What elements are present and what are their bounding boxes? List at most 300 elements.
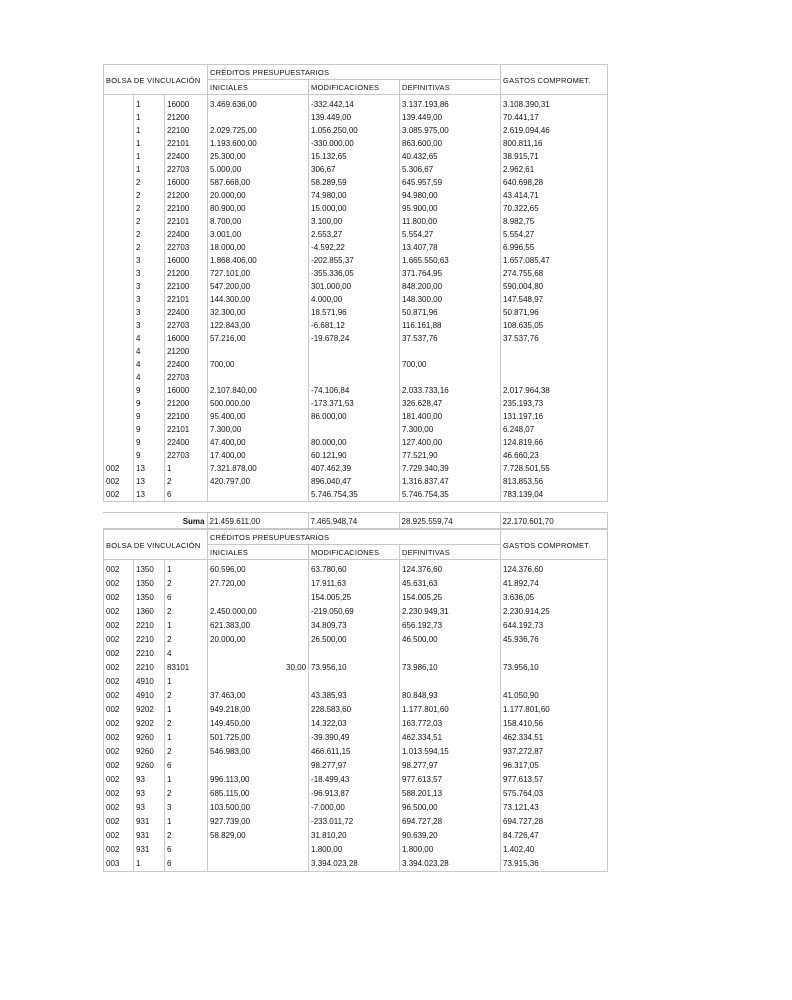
bolsa-subconcept: 22400 [165,436,208,449]
definitivas-cell: 80.848,93 [400,689,501,703]
bolsa-group: 1 [134,163,165,176]
definitivas-cell: 163.772,03 [400,717,501,731]
bolsa-subconcept: 16000 [165,176,208,189]
iniciales-cell: 685.115,00 [208,787,309,801]
definitivas-cell: 73.986,10 [400,661,501,675]
modificaciones-cell: 18.571,96 [309,306,400,319]
definitivas-cell: 45.631,63 [400,577,501,591]
bolsa-group: 3 [134,293,165,306]
iniciales-cell: 8.700,00 [208,215,309,228]
bolsa-code [104,215,134,228]
table-row [104,801,608,815]
gastos-cell: 70.441,17 [501,111,608,124]
bolsa-subconcept: 22101 [165,137,208,150]
definitivas-cell: 154.005,25 [400,591,501,605]
gastos-cell: 1.177.801,60 [501,703,608,717]
gastos-cell [501,371,608,384]
iniciales-cell: 2.107.840,00 [208,384,309,397]
definitivas-cell: 77.521,90 [400,449,501,462]
modificaciones-cell: 407.462,39 [309,462,400,475]
bolsa-subconcept: 1 [165,675,208,689]
bolsa-code [104,423,134,436]
definitivas-cell [400,371,501,384]
table-row [104,787,608,801]
definitivas-cell: 977.613,57 [400,773,501,787]
definitivas-cell: 3.137.193,86 [400,98,501,111]
table-row [104,163,608,176]
bolsa-group: 93 [134,773,165,787]
bolsa-group: 3 [134,254,165,267]
definitivas-header: DEFINITIVAS [400,545,501,560]
gastos-cell: 1.657.085,47 [501,254,608,267]
gastos-cell: 8.982,75 [501,215,608,228]
modificaciones-cell: 228.583,60 [309,703,400,717]
modificaciones-cell: 5.746.754,35 [309,488,400,502]
bolsa-subconcept: 2 [165,633,208,647]
bolsa-group: 1 [134,98,165,111]
modificaciones-cell: 15.000,00 [309,202,400,215]
bolsa-subconcept: 6 [165,488,208,502]
bolsa-code [104,345,134,358]
gastos-cell [501,345,608,358]
bolsa-subconcept: 4 [165,647,208,661]
iniciales-cell: 587.668,00 [208,176,309,189]
bolsa-subconcept: 21200 [165,397,208,410]
bolsa-subconcept: 22100 [165,202,208,215]
modificaciones-cell: -74.106,84 [309,384,400,397]
modificaciones-cell: 34.809,73 [309,619,400,633]
bolsa-code [104,189,134,202]
bolsa-subconcept: 21200 [165,267,208,280]
bolsa-code: 002 [104,619,134,633]
bolsa-group: 9 [134,423,165,436]
bolsa-code: 002 [104,759,134,773]
bolsa-code: 002 [104,731,134,745]
bolsa-code: 002 [104,661,134,675]
iniciales-cell: 1.868.406,00 [208,254,309,267]
iniciales-cell: 700,00 [208,358,309,371]
iniciales-cell: 57.216,00 [208,332,309,345]
suma-modificaciones: 7.465.948,74 [308,513,399,529]
bolsa-group: 2210 [134,661,165,675]
creditos-header: CRÉDITOS PRESUPUESTARIOS [208,530,501,545]
modificaciones-cell: -355.336,05 [309,267,400,280]
modificaciones-cell: -6.681,12 [309,319,400,332]
iniciales-cell [208,857,309,872]
table-row [104,857,608,872]
gastos-cell: 124.819,66 [501,436,608,449]
bolsa-code [104,410,134,423]
bolsa-subconcept: 6 [165,857,208,872]
gastos-cell: 235.193,73 [501,397,608,410]
table-row [104,267,608,280]
bolsa-code [104,150,134,163]
bolsa-group: 4 [134,345,165,358]
bolsa-subconcept: 1 [165,563,208,577]
bolsa-code: 002 [104,829,134,843]
table-row [104,137,608,150]
iniciales-cell: 18.000,00 [208,241,309,254]
definitivas-cell: 94.980,00 [400,189,501,202]
bolsa-subconcept: 22400 [165,150,208,163]
definitivas-cell: 90.639,20 [400,829,501,843]
iniciales-cell [208,488,309,502]
table-row [104,436,608,449]
gastos-cell: 783.139,04 [501,488,608,502]
bolsa-subconcept: 22703 [165,241,208,254]
bolsa-group: 931 [134,843,165,857]
bolsa-subconcept: 2 [165,745,208,759]
bolsa-subconcept: 22703 [165,449,208,462]
modificaciones-cell: -19.678,24 [309,332,400,345]
modificaciones-cell [309,423,400,436]
bolsa-code [104,176,134,189]
table-row [104,488,608,502]
table-header-row [104,65,608,80]
bolsa-subconcept: 1 [165,462,208,475]
table-row [104,647,608,661]
bolsa-group: 9260 [134,759,165,773]
bolsa-code: 002 [104,462,134,475]
iniciales-cell: 27.720,00 [208,577,309,591]
bolsa-code [104,358,134,371]
modificaciones-cell: 26.500,00 [309,633,400,647]
gastos-cell: 84.726,47 [501,829,608,843]
definitivas-cell: 7.729.340,39 [400,462,501,475]
iniciales-cell: 3.469.636,00 [208,98,309,111]
bolsa-group: 2 [134,176,165,189]
bolsa-group: 2 [134,215,165,228]
bolsa-subconcept: 22101 [165,423,208,436]
iniciales-cell: 949.218,00 [208,703,309,717]
bolsa-group: 1 [134,137,165,150]
table-row [104,577,608,591]
bolsa-subconcept: 1 [165,703,208,717]
bolsa-code [104,332,134,345]
table-row [104,759,608,773]
iniciales-cell [208,111,309,124]
table-row [104,293,608,306]
bolsa-code: 002 [104,675,134,689]
bolsa-subconcept: 2 [165,829,208,843]
iniciales-cell: 58.829,00 [208,829,309,843]
bolsa-group: 9202 [134,717,165,731]
gastos-cell: 41.892,74 [501,577,608,591]
budget-table-1 [103,64,608,502]
definitivas-cell: 1.800,00 [400,843,501,857]
definitivas-cell: 13.407,78 [400,241,501,254]
bolsa-subconcept: 2 [165,605,208,619]
definitivas-cell: 148.300,00 [400,293,501,306]
gastos-cell: 640.698,28 [501,176,608,189]
bolsa-subconcept: 2 [165,689,208,703]
table-row [104,563,608,577]
iniciales-cell: 80.900,00 [208,202,309,215]
bolsa-subconcept: 6 [165,843,208,857]
gastos-cell: 977.613,57 [501,773,608,787]
table-row [104,358,608,371]
bolsa-code: 002 [104,773,134,787]
gastos-cell: 41.050,90 [501,689,608,703]
gastos-cell: 37.537,76 [501,332,608,345]
bolsa-code [104,202,134,215]
table-row [104,843,608,857]
table-row [104,410,608,423]
bolsa-group: 4 [134,358,165,371]
iniciales-cell: 7.300,00 [208,423,309,436]
modificaciones-cell: -332.442,14 [309,98,400,111]
definitivas-cell: 40.432,65 [400,150,501,163]
table-row [104,332,608,345]
table-row [104,449,608,462]
modificaciones-cell: 63.780,60 [309,563,400,577]
definitivas-cell: 326.628,47 [400,397,501,410]
gastos-cell [501,358,608,371]
modificaciones-cell: -96.913,87 [309,787,400,801]
iniciales-cell [208,371,309,384]
modificaciones-cell: 4.000,00 [309,293,400,306]
iniciales-cell: 727.101,00 [208,267,309,280]
bolsa-group: 2210 [134,647,165,661]
iniciales-header: INICIALES [208,80,309,95]
table-row [104,319,608,332]
gastos-cell: 1.402,40 [501,843,608,857]
gastos-cell: 43.414,71 [501,189,608,202]
bolsa-subconcept: 1 [165,773,208,787]
iniciales-cell: 95.400,00 [208,410,309,423]
table-row [104,384,608,397]
gastos-cell: 147.548,97 [501,293,608,306]
modificaciones-cell: 1.056.250,00 [309,124,400,137]
definitivas-cell: 588.201,13 [400,787,501,801]
table-row [104,397,608,410]
iniciales-cell [208,647,309,661]
bolsa-group: 9 [134,410,165,423]
table-row [104,280,608,293]
bolsa-group: 1 [134,150,165,163]
bolsa-group: 1360 [134,605,165,619]
definitivas-cell: 139.449,00 [400,111,501,124]
modificaciones-cell: -18.499,43 [309,773,400,787]
modificaciones-cell: 301.000,00 [309,280,400,293]
definitivas-cell: 11.800,00 [400,215,501,228]
suma-row [103,513,607,529]
bolsa-group: 1350 [134,577,165,591]
bolsa-group: 2 [134,241,165,254]
bolsa-code: 002 [104,488,134,502]
iniciales-cell: 547.200,00 [208,280,309,293]
definitivas-cell: 2.230.949,31 [400,605,501,619]
gastos-cell [501,647,608,661]
bolsa-group: 3 [134,306,165,319]
bolsa-code: 002 [104,605,134,619]
definitivas-cell: 863.600,00 [400,137,501,150]
bolsa-code [104,384,134,397]
gastos-cell: 70.322,65 [501,202,608,215]
bolsa-group: 2210 [134,619,165,633]
iniciales-cell: 30,00 [208,661,309,675]
bolsa-code [104,228,134,241]
bolsa-group: 4910 [134,675,165,689]
definitivas-cell: 96.500,00 [400,801,501,815]
bolsa-subconcept: 22101 [165,293,208,306]
bolsa-group: 1350 [134,563,165,577]
iniciales-cell: 3.001,00 [208,228,309,241]
modificaciones-cell [309,675,400,689]
definitivas-cell: 645.957,59 [400,176,501,189]
bolsa-subconcept: 83101 [165,661,208,675]
modificaciones-cell: 17.911,63 [309,577,400,591]
modificaciones-cell: 3.100,00 [309,215,400,228]
modificaciones-cell: 306,67 [309,163,400,176]
table-row [104,703,608,717]
bolsa-code: 002 [104,745,134,759]
definitivas-cell: 46.500,00 [400,633,501,647]
bolsa-code [104,293,134,306]
bolsa-subconcept: 2 [165,577,208,591]
bolsa-header: BOLSA DE VINCULACIÓN [104,65,208,95]
gastos-cell: 108.635,05 [501,319,608,332]
iniciales-cell: 47.400,00 [208,436,309,449]
definitivas-cell: 124.376,60 [400,563,501,577]
modificaciones-cell: 74.980,00 [309,189,400,202]
gastos-cell: 590.004,80 [501,280,608,293]
bolsa-group: 93 [134,801,165,815]
table-row [104,306,608,319]
gastos-cell: 73.121,43 [501,801,608,815]
bolsa-subconcept: 16000 [165,254,208,267]
gastos-cell: 2.619.094,46 [501,124,608,137]
creditos-header: CRÉDITOS PRESUPUESTARIOS [208,65,501,80]
iniciales-cell [208,843,309,857]
bolsa-code: 002 [104,577,134,591]
suma-definitivas: 28.925.559,74 [399,513,500,529]
definitivas-cell: 5.306,67 [400,163,501,176]
definitivas-cell: 116.161,88 [400,319,501,332]
gastos-cell: 7.728.501,55 [501,462,608,475]
modificaciones-cell: 154.005,25 [309,591,400,605]
suma-table [103,512,608,529]
modificaciones-cell: 98.277,97 [309,759,400,773]
gastos-cell: 2.230.914,25 [501,605,608,619]
bolsa-group: 3 [134,319,165,332]
bolsa-group: 9 [134,449,165,462]
definitivas-cell: 127.400,00 [400,436,501,449]
table-row [104,241,608,254]
table-row [104,254,608,267]
table-row [104,111,608,124]
definitivas-cell: 5.554,27 [400,228,501,241]
bolsa-group: 9 [134,397,165,410]
bolsa-subconcept: 22100 [165,410,208,423]
definitivas-cell: 462.334,51 [400,731,501,745]
definitivas-cell: 848.200,00 [400,280,501,293]
gastos-cell: 38.915,71 [501,150,608,163]
bolsa-code [104,397,134,410]
bolsa-group: 2 [134,189,165,202]
modificaciones-cell [309,345,400,358]
bolsa-code: 002 [104,633,134,647]
gastos-cell: 2.017.964,38 [501,384,608,397]
bolsa-code: 002 [104,563,134,577]
definitivas-cell: 5.746.754,35 [400,488,501,502]
modificaciones-cell: 15.132,65 [309,150,400,163]
gastos-cell: 158.410,56 [501,717,608,731]
bolsa-code [104,124,134,137]
table-row [104,773,608,787]
table-row [104,345,608,358]
bolsa-code: 002 [104,647,134,661]
iniciales-cell: 17.400,00 [208,449,309,462]
bolsa-group: 4 [134,332,165,345]
bolsa-code [104,267,134,280]
table-row [104,661,608,675]
bolsa-code [104,449,134,462]
table-row [104,202,608,215]
bolsa-subconcept: 2 [165,717,208,731]
table-row [104,675,608,689]
table-row [104,717,608,731]
bolsa-code [104,306,134,319]
bolsa-subconcept: 1 [165,815,208,829]
modificaciones-cell: -202.855,37 [309,254,400,267]
bolsa-subconcept: 3 [165,801,208,815]
iniciales-cell: 927.739,00 [208,815,309,829]
definitivas-cell: 50.871,96 [400,306,501,319]
definitivas-cell [400,675,501,689]
gastos-cell: 124.376,60 [501,563,608,577]
iniciales-cell: 20.000,00 [208,189,309,202]
iniciales-cell: 32.300,00 [208,306,309,319]
iniciales-cell: 144.300,00 [208,293,309,306]
gastos-cell: 73.915,36 [501,857,608,872]
modificaciones-cell: 1.800,00 [309,843,400,857]
bolsa-code [104,111,134,124]
bolsa-subconcept: 22400 [165,228,208,241]
iniciales-cell: 149.450,00 [208,717,309,731]
definitivas-cell [400,345,501,358]
iniciales-cell: 420.797,00 [208,475,309,488]
iniciales-cell: 2.450.000,00 [208,605,309,619]
bolsa-code [104,241,134,254]
bolsa-subconcept: 22703 [165,371,208,384]
definitivas-cell: 700,00 [400,358,501,371]
gastos-cell: 45.936,76 [501,633,608,647]
table-row [104,731,608,745]
bolsa-group: 4910 [134,689,165,703]
definitivas-header: DEFINITIVAS [400,80,501,95]
iniciales-cell: 1.193.600,00 [208,137,309,150]
bolsa-subconcept: 21200 [165,111,208,124]
suma-iniciales: 21.459.611,00 [207,513,308,529]
modificaciones-header: MODIFICACIONES [309,545,400,560]
table-row [104,745,608,759]
modificaciones-cell: 43.385,93 [309,689,400,703]
table-row [104,633,608,647]
gastos-cell: 813.853,56 [501,475,608,488]
bolsa-subconcept: 21200 [165,345,208,358]
bolsa-code [104,371,134,384]
bolsa-subconcept: 6 [165,591,208,605]
suma-label: Suma [103,513,207,529]
iniciales-cell [208,591,309,605]
bolsa-subconcept: 1 [165,731,208,745]
gastos-cell: 694.727,28 [501,815,608,829]
bolsa-subconcept: 22400 [165,358,208,371]
iniciales-cell: 20.000,00 [208,633,309,647]
gastos-cell: 937.272,87 [501,745,608,759]
definitivas-cell: 371.764,95 [400,267,501,280]
